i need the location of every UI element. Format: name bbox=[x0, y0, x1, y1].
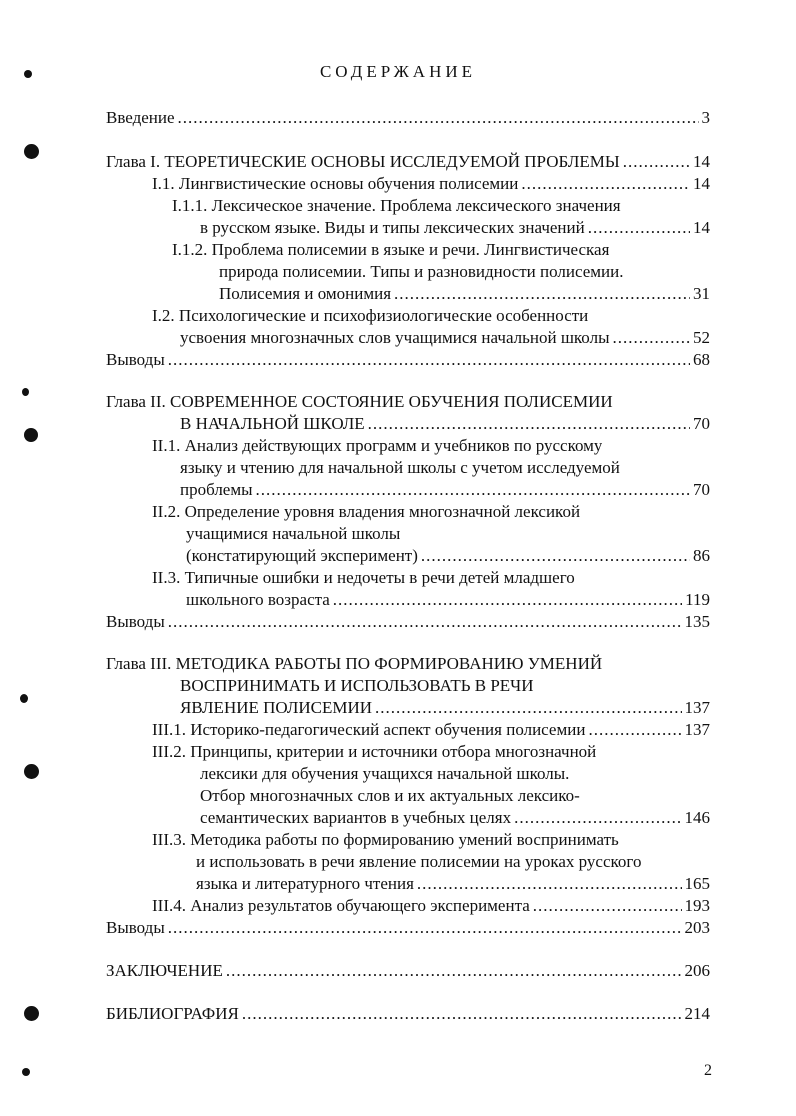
toc-page-number: 193 bbox=[684, 896, 710, 915]
toc-entry[interactable] bbox=[152, 173, 710, 195]
scan-speck-mark bbox=[22, 388, 29, 396]
dot-leader bbox=[613, 327, 691, 349]
toc-page-number: 14 bbox=[693, 174, 710, 193]
toc-entry-title: семантических вариантов в учебных целях bbox=[200, 808, 512, 827]
toc-entry-title: Выводы bbox=[106, 918, 165, 937]
toc-entry[interactable] bbox=[196, 873, 710, 895]
toc-page-number: 70 bbox=[693, 414, 710, 433]
toc-entry-line: языку и чтению для начальной школы с учетом исследуемой bbox=[180, 458, 620, 477]
toc-entry-line: Отбор многозначных слов и их актуальных лексико- bbox=[200, 786, 580, 805]
binder-hole-mark bbox=[24, 764, 39, 779]
toc-chapter-line: ВОСПРИНИМАТЬ И ИСПОЛЬЗОВАТЬ В РЕЧИ bbox=[180, 676, 534, 695]
toc-entry[interactable] bbox=[186, 589, 710, 611]
toc-chapter-line: Глава II. СОВРЕМЕННОЕ СОСТОЯНИЕ ОБУЧЕНИЯ ПОЛИСЕМИИ bbox=[106, 392, 613, 411]
toc-entry-line: I.1.2. Проблема полисемии в языке и речи. Лингвистическая bbox=[172, 240, 610, 259]
toc-page-number: 135 bbox=[684, 612, 710, 631]
toc-entry-line: II.3. Типичные ошибки и недочеты в речи детей младшего bbox=[152, 568, 575, 587]
toc-entry-title: Выводы bbox=[106, 350, 165, 369]
toc-page-number: 14 bbox=[693, 152, 710, 171]
toc-chapter[interactable] bbox=[180, 413, 710, 435]
page-number: 2 bbox=[704, 1062, 712, 1079]
toc-entry-title: В НАЧАЛЬНОЙ ШКОЛЕ bbox=[180, 414, 365, 433]
toc-page-number: 165 bbox=[684, 874, 710, 893]
dot-leader bbox=[368, 413, 690, 435]
toc-entry-title: Глава I. ТЕОРЕТИЧЕСКИЕ ОСНОВЫ ИССЛЕДУЕМОЙ ПРОБЛЕМЫ bbox=[106, 152, 620, 171]
dot-leader bbox=[394, 283, 690, 305]
dot-leader bbox=[417, 873, 682, 895]
toc-entry-title: (констатирующий эксперимент) bbox=[186, 546, 418, 565]
dot-leader bbox=[256, 479, 690, 501]
toc-entry[interactable] bbox=[186, 545, 710, 567]
toc-entry-title: языка и литературного чтения bbox=[196, 874, 414, 893]
dot-leader bbox=[521, 173, 690, 195]
toc-page-number: 68 bbox=[693, 350, 710, 369]
toc-page-number: 137 bbox=[684, 720, 710, 739]
toc-entry[interactable] bbox=[106, 960, 710, 982]
toc-page-number: 119 bbox=[685, 590, 710, 609]
dot-leader bbox=[514, 807, 681, 829]
toc-entry[interactable] bbox=[200, 807, 710, 829]
binder-hole-mark bbox=[24, 144, 39, 159]
scan-speck-mark bbox=[20, 694, 28, 703]
dot-leader bbox=[226, 960, 682, 982]
scan-speck-mark bbox=[22, 1068, 30, 1076]
dot-leader bbox=[421, 545, 690, 567]
toc-page-number: 14 bbox=[693, 218, 710, 237]
toc-page-number: 206 bbox=[684, 961, 710, 980]
toc-entry[interactable] bbox=[106, 1003, 710, 1025]
dot-leader bbox=[588, 217, 690, 239]
dot-leader bbox=[533, 895, 682, 917]
toc-entry[interactable] bbox=[152, 895, 710, 917]
toc-chapter[interactable] bbox=[180, 697, 710, 719]
toc-entry-title: усвоения многозначных слов учащимися начальной школы bbox=[180, 328, 610, 347]
toc-entry-title: III.4. Анализ результатов обучающего эксперимента bbox=[152, 896, 530, 915]
toc-page-number: 31 bbox=[693, 284, 710, 303]
dot-leader bbox=[333, 589, 682, 611]
toc-entry-line: и использовать в речи явление полисемии на уроках русского bbox=[196, 852, 642, 871]
toc-entry-line: II.2. Определение уровня владения многозначной лексикой bbox=[152, 502, 581, 521]
toc-page-number: 52 bbox=[693, 328, 710, 347]
toc-entry-title: III.1. Историко-педагогический аспект обучения полисемии bbox=[152, 720, 586, 739]
toc-entry[interactable] bbox=[180, 327, 710, 349]
toc-page-number: 86 bbox=[693, 546, 710, 565]
toc-entry-title: в русском языке. Виды и типы лексических значений bbox=[200, 218, 585, 237]
dot-leader bbox=[242, 1003, 682, 1025]
toc-entry[interactable] bbox=[106, 349, 710, 371]
toc-entry-line: I.2. Психологические и психофизиологические особенности bbox=[152, 306, 589, 325]
toc-entry-title: Введение bbox=[106, 108, 175, 127]
toc-entry[interactable] bbox=[106, 107, 710, 129]
dot-leader bbox=[168, 349, 690, 371]
toc-chapter-line: Глава III. МЕТОДИКА РАБОТЫ ПО ФОРМИРОВАНИЮ УМЕНИЙ bbox=[106, 654, 603, 673]
toc-entry[interactable] bbox=[200, 217, 710, 239]
dot-leader bbox=[168, 917, 682, 939]
toc-entry-line: учащимися начальной школы bbox=[186, 524, 401, 543]
toc-entry-line: III.3. Методика работы по формированию умений воспринимать bbox=[152, 830, 619, 849]
dot-leader bbox=[178, 107, 699, 129]
toc-entry-line: III.2. Принципы, критерии и источники отбора многозначной bbox=[152, 742, 597, 761]
toc-entry-line: I.1.1. Лексическое значение. Проблема лексического значения bbox=[172, 196, 621, 215]
toc-chapter[interactable] bbox=[106, 151, 710, 173]
toc-page-number: 146 bbox=[684, 808, 710, 827]
toc-entry-title: I.1. Лингвистические основы обучения полисемии bbox=[152, 174, 519, 193]
toc-entry-title: школьного возраста bbox=[186, 590, 330, 609]
dot-leader bbox=[623, 151, 690, 173]
toc-entry-title: проблемы bbox=[180, 480, 253, 499]
toc-entry-title: ЯВЛЕНИЕ ПОЛИСЕМИИ bbox=[180, 698, 373, 717]
toc-entry[interactable] bbox=[219, 283, 710, 305]
toc-page-number: 137 bbox=[684, 698, 710, 717]
toc-entry[interactable] bbox=[180, 479, 710, 501]
binder-hole-mark bbox=[24, 428, 38, 442]
toc-entry[interactable] bbox=[106, 611, 710, 633]
toc-entry-title: ЗАКЛЮЧЕНИЕ bbox=[106, 961, 223, 980]
dot-leader bbox=[375, 697, 681, 719]
page-title: СОДЕРЖАНИЕ bbox=[319, 62, 477, 81]
toc-entry-line: лексики для обучения учащихся начальной школы. bbox=[200, 764, 570, 783]
toc-page-number: 3 bbox=[701, 108, 710, 127]
dot-leader bbox=[588, 719, 681, 741]
toc-entry-title: БИБЛИОГРАФИЯ bbox=[106, 1004, 239, 1023]
toc-entry[interactable] bbox=[152, 719, 710, 741]
toc-entry[interactable] bbox=[106, 917, 710, 939]
toc-page-number: 70 bbox=[693, 480, 710, 499]
toc-entry-line: природа полисемии. Типы и разновидности полисемии. bbox=[219, 262, 624, 281]
scan-speck-mark bbox=[24, 70, 32, 78]
toc-entry-line: II.1. Анализ действующих программ и учебников по русскому bbox=[152, 436, 603, 455]
toc-page-number: 214 bbox=[684, 1004, 710, 1023]
binder-hole-mark bbox=[24, 1006, 39, 1021]
toc-entry-title: Полисемия и омонимия bbox=[219, 284, 392, 303]
toc-page-number: 203 bbox=[684, 918, 710, 937]
dot-leader bbox=[168, 611, 682, 633]
toc-entry-title: Выводы bbox=[106, 612, 165, 631]
